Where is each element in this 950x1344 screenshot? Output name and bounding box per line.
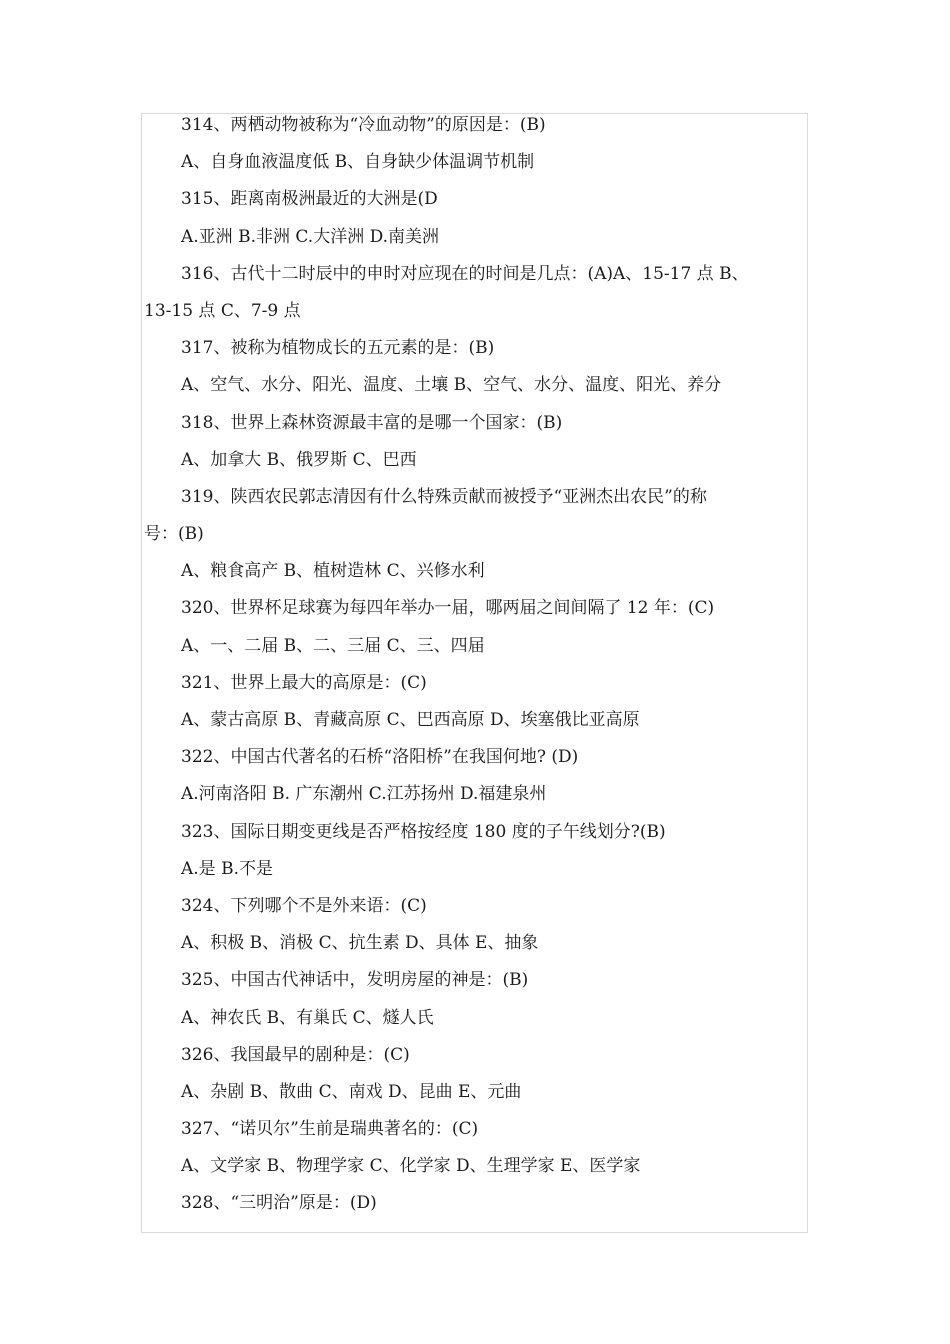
question-319-continued: 号：(B) xyxy=(144,524,204,545)
options-317: A、空气、水分、阳光、温度、土壤 B、空气、水分、温度、阳光、养分 xyxy=(181,375,722,396)
question-328: 328、“三明治”原是：(D) xyxy=(181,1193,377,1214)
question-316: 316、古代十二时辰中的申时对应现在的时间是几点：(A)A、15-17 点 B、 xyxy=(181,263,749,284)
question-323: 323、国际日期变更线是否严格按经度 180 度的子午线划分?(B) xyxy=(181,821,666,842)
question-322: 322、中国古代著名的石桥“洛阳桥”在我国何地? (D) xyxy=(181,747,579,768)
options-325: A、神农氏 B、有巢氏 C、燧人氏 xyxy=(181,1007,434,1028)
options-326: A、杂剧 B、散曲 C、南戏 D、昆曲 E、元曲 xyxy=(181,1081,522,1102)
question-315: 315、距离南极洲最近的大洲是(D xyxy=(181,189,438,210)
question-314: 314、两栖动物被称为“冷血动物”的原因是：(B) xyxy=(181,115,546,135)
question-327: 327、“诺贝尔”生前是瑞典著名的：(C) xyxy=(181,1119,479,1140)
options-323: A.是 B.不是 xyxy=(181,858,273,879)
question-318: 318、世界上森林资源最丰富的是哪一个国家：(B) xyxy=(181,412,563,433)
options-318: A、加拿大 B、俄罗斯 C、巴西 xyxy=(181,449,417,470)
question-324: 324、下列哪个不是外来语：(C) xyxy=(181,895,427,916)
options-322: A.河南洛阳 B. 广东潮州 C.江苏扬州 D.福建泉州 xyxy=(181,784,547,805)
question-325: 325、中国古代神话中，发明房屋的神是：(B) xyxy=(181,970,529,991)
question-326: 326、我国最早的剧种是：(C) xyxy=(181,1044,410,1065)
options-315: A.亚洲 B.非洲 C.大洋洲 D.南美洲 xyxy=(181,226,440,247)
question-321: 321、世界上最大的高原是：(C) xyxy=(181,672,427,693)
question-316-continued: 13-15 点 C、7-9 点 xyxy=(144,300,301,321)
question-320: 320、世界杯足球赛为每四年举办一届，哪两届之间间隔了 12 年：(C) xyxy=(181,598,715,619)
options-324: A、积极 B、消极 C、抗生素 D、具体 E、抽象 xyxy=(181,933,539,954)
question-317: 317、被称为植物成长的五元素的是：(B) xyxy=(181,338,495,359)
options-327: A、文学家 B、物理学家 C、化学家 D、生理学家 E、医学家 xyxy=(181,1156,641,1177)
options-321: A、蒙古高原 B、青藏高原 C、巴西高原 D、埃塞俄比亚高原 xyxy=(181,710,640,730)
options-314: A、自身血液温度低 B、自身缺少体温调节机制 xyxy=(181,152,535,173)
options-319: A、粮食高产 B、植树造林 C、兴修水利 xyxy=(181,561,485,582)
options-320: A、一、二届 B、二、三届 C、三、四届 xyxy=(181,635,485,656)
document-body xyxy=(144,107,804,1223)
question-319: 319、陕西农民郭志清因有什么特殊贡献而被授予“亚洲杰出农民”的称 xyxy=(181,486,707,507)
